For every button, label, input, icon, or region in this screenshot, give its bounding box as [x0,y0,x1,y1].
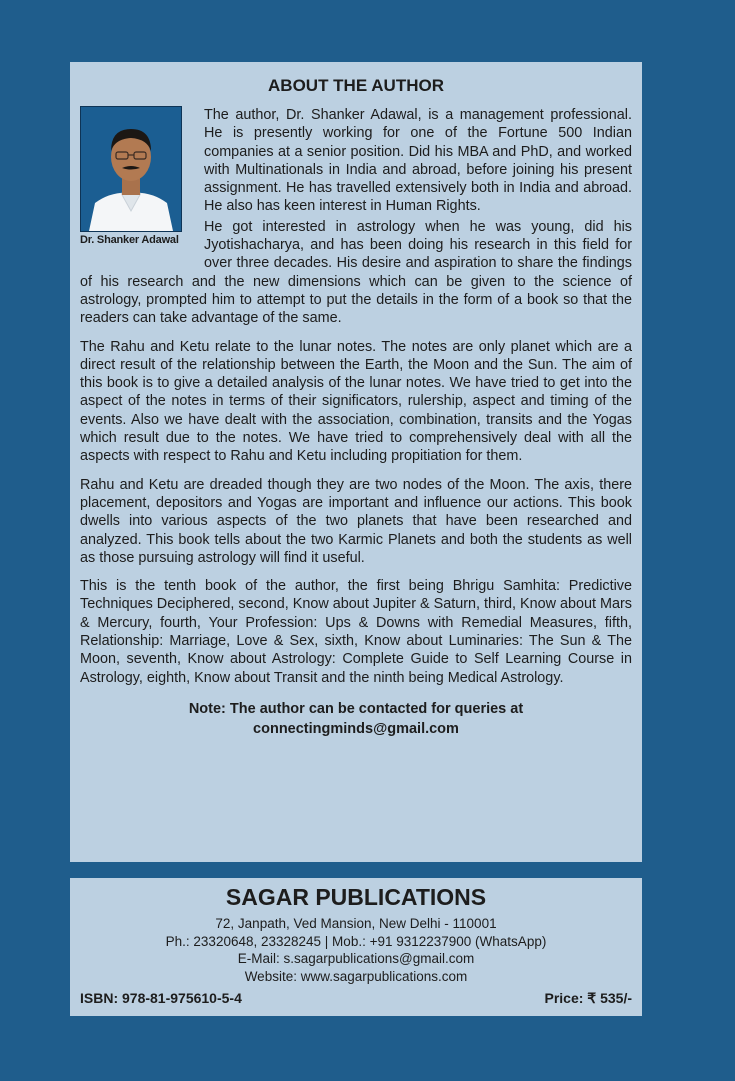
paragraph-intro: The author, Dr. Shanker Adawal, is a management professional. He is presently working for one of the Fortune 500 Indian companies at a senior position. Did his MBA and PhD, and worked with Multinationals in India and abroad, before joining his present assignment. He has travelled extensively both in India and abroad. He also has keen interest in Human Rights. [204,107,632,215]
paragraph-nodes: Rahu and Ketu are dreaded though they are two nodes of the Moon. The axis, there placement, depositors and Yogas are important and influence our actions. This book dwells into various aspects of the two planets that have been researched and analyzed. This book tells about the two Karmic Planets and both the students as well as those pursuing astrology will find it useful. [80,476,632,566]
isbn: ISBN: 978-81-975610-5-4 [80,990,242,1006]
author-photo [80,106,182,232]
about-heading: ABOUT THE AUTHOR [268,76,444,95]
note-text: Note: The author can be contacted for queries at [188,700,524,717]
price: Price: ₹ 535/- [544,990,632,1006]
publisher-name: SAGAR PUBLICATIONS [225,884,487,910]
note-email: connectingminds@gmail.com [253,720,459,737]
about-author-panel [70,62,642,862]
paragraph-books: This is the tenth book of the author, the first being Bhrigu Samhita: Predictive Techniques Deciphered, second, Know about Jupiter & Saturn, third, Know about Mars & Mercury, fourth, Your Profession: Ups & Downs with Remedial Measures, fifth, Relationship: Marriage, Love & Sex, sixth, Know about Luminaries: The Sun & The Moon, seventh, Know about Astrology: Complete Guide to Self Learning Course in Astrology, eighth, Know about Transit and the ninth being Medical Astrology. [80,578,632,686]
publisher-address: 72, Janpath, Ved Mansion, New Delhi - 110001 [215,916,497,931]
publisher-panel [70,878,642,1016]
contact-note [80,699,632,739]
isbn-price-row [80,990,632,1007]
paragraph-rahu-ketu: The Rahu and Ketu relate to the lunar notes. The notes are only planet which are a direct result of the relationship between the Earth, the Moon and the Sun. The aim of this book is to give a detailed analysis of the lunar notes. We have tried to get into the aspect of the notes in terms of their significators, rulership, aspect and timing of the events. Also we have dealt with the association, combination, transits and the Yogas which result due to the notes. We have tried to comprehensively deal with all the aspects with respect to Rahu and Ketu including propitiation for them. [80,338,632,465]
photo-caption: Dr. Shanker Adawal [80,234,179,246]
author-portrait-icon [81,107,181,231]
publisher-email: E-Mail: s.sagarpublications@gmail.com [237,951,475,966]
author-photo-block [80,106,192,256]
paragraph-astrology-interest: He got interested in astrology when he was young, did his Jyotishacharya, and has been doing his research in this field for over three decades. His desire and aspiration to share the findings of his research and the new dimensions which can be given to the science of astrology, prompted him to attempt to put the details in the form of a book so that the readers can take advantage of the same. [80,218,632,327]
publisher-phone: Ph.: 23320648, 23328245 | Mob.: +91 9312237900 (WhatsApp) [165,933,547,949]
publisher-website: Website: www.sagarpublications.com [244,968,468,984]
